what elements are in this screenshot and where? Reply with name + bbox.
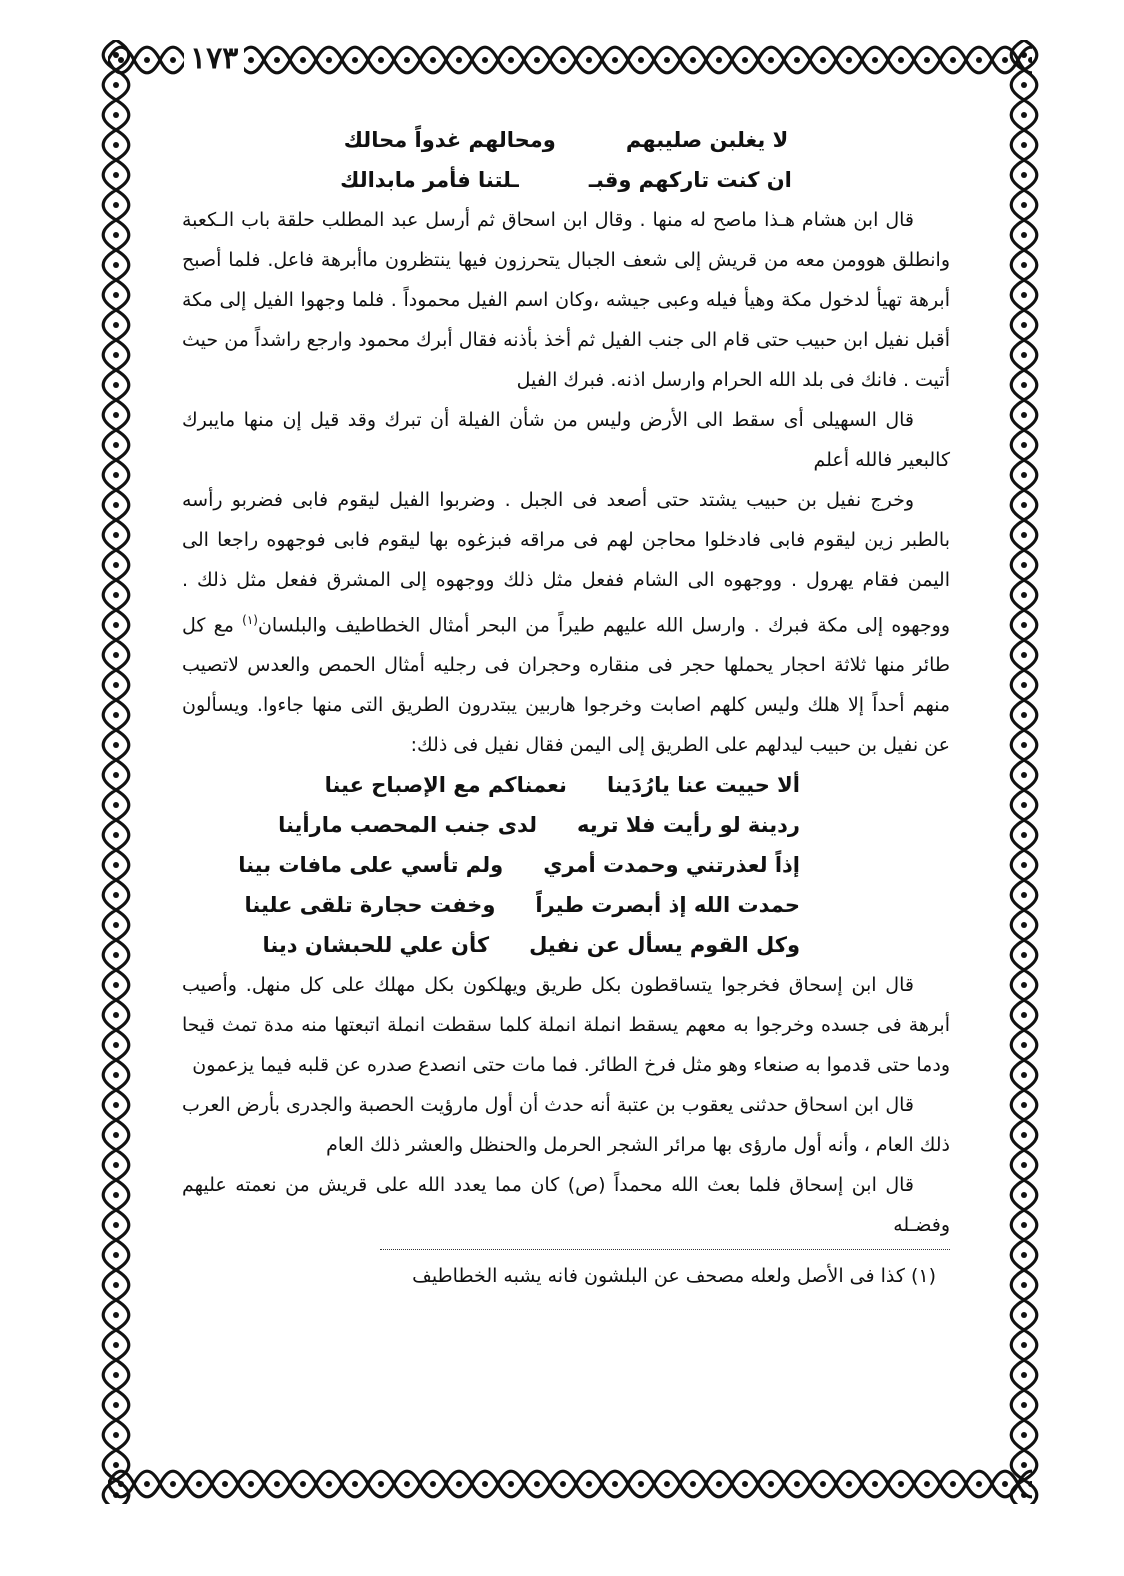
verse-hemistich-left: ومحالهم غدواً محالك <box>343 128 556 152</box>
frame-right-ornament <box>1004 40 1044 1504</box>
verse-hemistich-right: وكل القوم يسأل عن نفيل <box>529 933 800 958</box>
footnote: (١) كذا فى الأصل ولعله مصحف عن البلشون فانه يشبه الخطاطيف <box>412 1265 936 1288</box>
verse-hemistich-right: ألا حييت عنا يارُدَينا <box>606 773 800 798</box>
verse-hemistich-left: لدى جنب المحصب مارأينا <box>278 813 537 838</box>
paragraph: قال ابن هشام هـذا ماصح له منها . وقال ابن اسحاق ثم أرسل عبد المطلب حلقة باب الـكعبة وانطلق هوومن معه من قريش إلى شعف الجبال يتحرزون فيها ينتظرون ماأبرهة فاعل. فلما أصبح أبرهة تهيأ لدخول مكة وهيأ فيله وعبى جيشه ،وكان اسم الفيل محموداً . فلما وجهوا الفيل إلى مكة أقبل نفيل ابن حبيب حتى قام الى جنب الفيل ثم أخذ بأذنه فقال أبرك محمود وارجع راشداً من حيث أتيت . فانك فى بلد الله الحرام وارسل اذنه. فبرك الفيل <box>182 209 950 391</box>
verse-line <box>278 805 800 845</box>
frame-left-ornament <box>96 40 136 1504</box>
verse-hemistich-right: ان كنت تاركهم وقبـ <box>588 168 792 192</box>
paragraph: قال ابن اسحاق حدثنى يعقوب بن عتبة أنه حدث أن أول مارؤيت الحصبة والجدرى بأرض العرب ذلك العام ، وأنه أول مارؤى بها مرائر الشجر الحرمل والحنظل والعشر ذلك العام <box>182 1094 950 1157</box>
paragraph <box>182 480 950 765</box>
page-content <box>182 120 950 1294</box>
opening-verses <box>182 120 950 200</box>
verse-hemistich-left: كأن علي للحبشان دينا <box>262 933 490 958</box>
footnote-separator <box>380 1249 950 1250</box>
page-number: ١٧٣ <box>184 42 244 76</box>
paragraph: قال ابن إسحاق فلما بعث الله محمداً (ص) كان مما يعدد الله على قريش من نعمته عليهم وفضـله <box>182 1174 950 1237</box>
verse-hemistich-left: وخفت حجارة تلقى علينا <box>244 893 496 918</box>
paragraph: قال السهيلى أى سقط الى الأرض وليس من شأن الفيلة أن تبرك وقد قيل إن منها مايبرك كالبعير فالله أعلم <box>182 409 950 471</box>
nufayl-verses <box>238 765 950 965</box>
verse-line <box>238 845 800 885</box>
paragraph-text: مع كل طائر منها ثلاثة احجار يحملها حجر فى منقاره وحجران فى رجليه أمثال الحمص والعدس لاتصيب منهم أحداً إلا هلك وليس كلهم اصابت وخرجوا هاربين يبتدرون الطريق التى منها جاءوا. ويسألون عن نفيل بن حبيب ليدلهم على الطريق إلى اليمن فقال نفيل فى ذلك: <box>182 614 950 757</box>
verse-hemistich-right: حمدت الله إذ أبصرت طيراً <box>535 893 800 918</box>
verse-hemistich-right: ردينة لو رأيت فلا تريه <box>576 813 800 838</box>
paragraph-text: وخرج نفيل بن حبيب يشتد حتى أصعد فى الجبل . وضربوا الفيل ليقوم فابى فضربو رأسه بالطبر زين ليقوم فابى فادخلوا محاجن لهم فى مراقه فبزغوه بها ليقوم فابى فوجهوه راجعا الى اليمن فقام يهرول . ووجهوه الى الشام ففعل مثل ذلك ووجهوه إلى المشرق ففعل مثل ذلك . ووجهوه إلى مكة فبرك . وارسل الله عليهم طيراً من البحر أمثال الخطاطيف والبلسان <box>182 489 950 637</box>
footnote-marker: (١) <box>242 613 258 627</box>
verse-hemistich-left: ولم تأسي على مافات بينا <box>238 853 504 878</box>
frame-top-ornament <box>108 40 1032 80</box>
verse-hemistich-left: ـلتنا فأمر مابدالك <box>340 168 519 192</box>
verse-hemistich-left: نعمناكم مع الإصباح عينا <box>324 773 567 798</box>
verse-hemistich-right: إذاً لعذرتني وحمدت أمري <box>543 853 800 878</box>
verse-line <box>262 925 800 965</box>
verse-line <box>244 885 800 925</box>
frame-bottom-ornament <box>108 1464 1032 1504</box>
verse-line <box>324 765 800 805</box>
verse-line <box>182 160 950 200</box>
verse-hemistich-right: لا يغلبن صليبهم <box>625 128 789 152</box>
verse-line <box>182 120 950 160</box>
paragraph: قال ابن إسحاق فخرجوا يتساقطون بكل طريق ويهلكون بكل مهلك على كل منهل. وأصيب أبرهة فى جسده وخرجوا به معهم يسقط انملة انملة كلما سقطت انملة اتبعتها منه مدة تمث قيحا ودما حتى قدموا به صنعاء وهو مثل فرخ الطائر. فما مات حتى انصدع صدره عن قلبه فيما يزعمون <box>182 974 950 1077</box>
